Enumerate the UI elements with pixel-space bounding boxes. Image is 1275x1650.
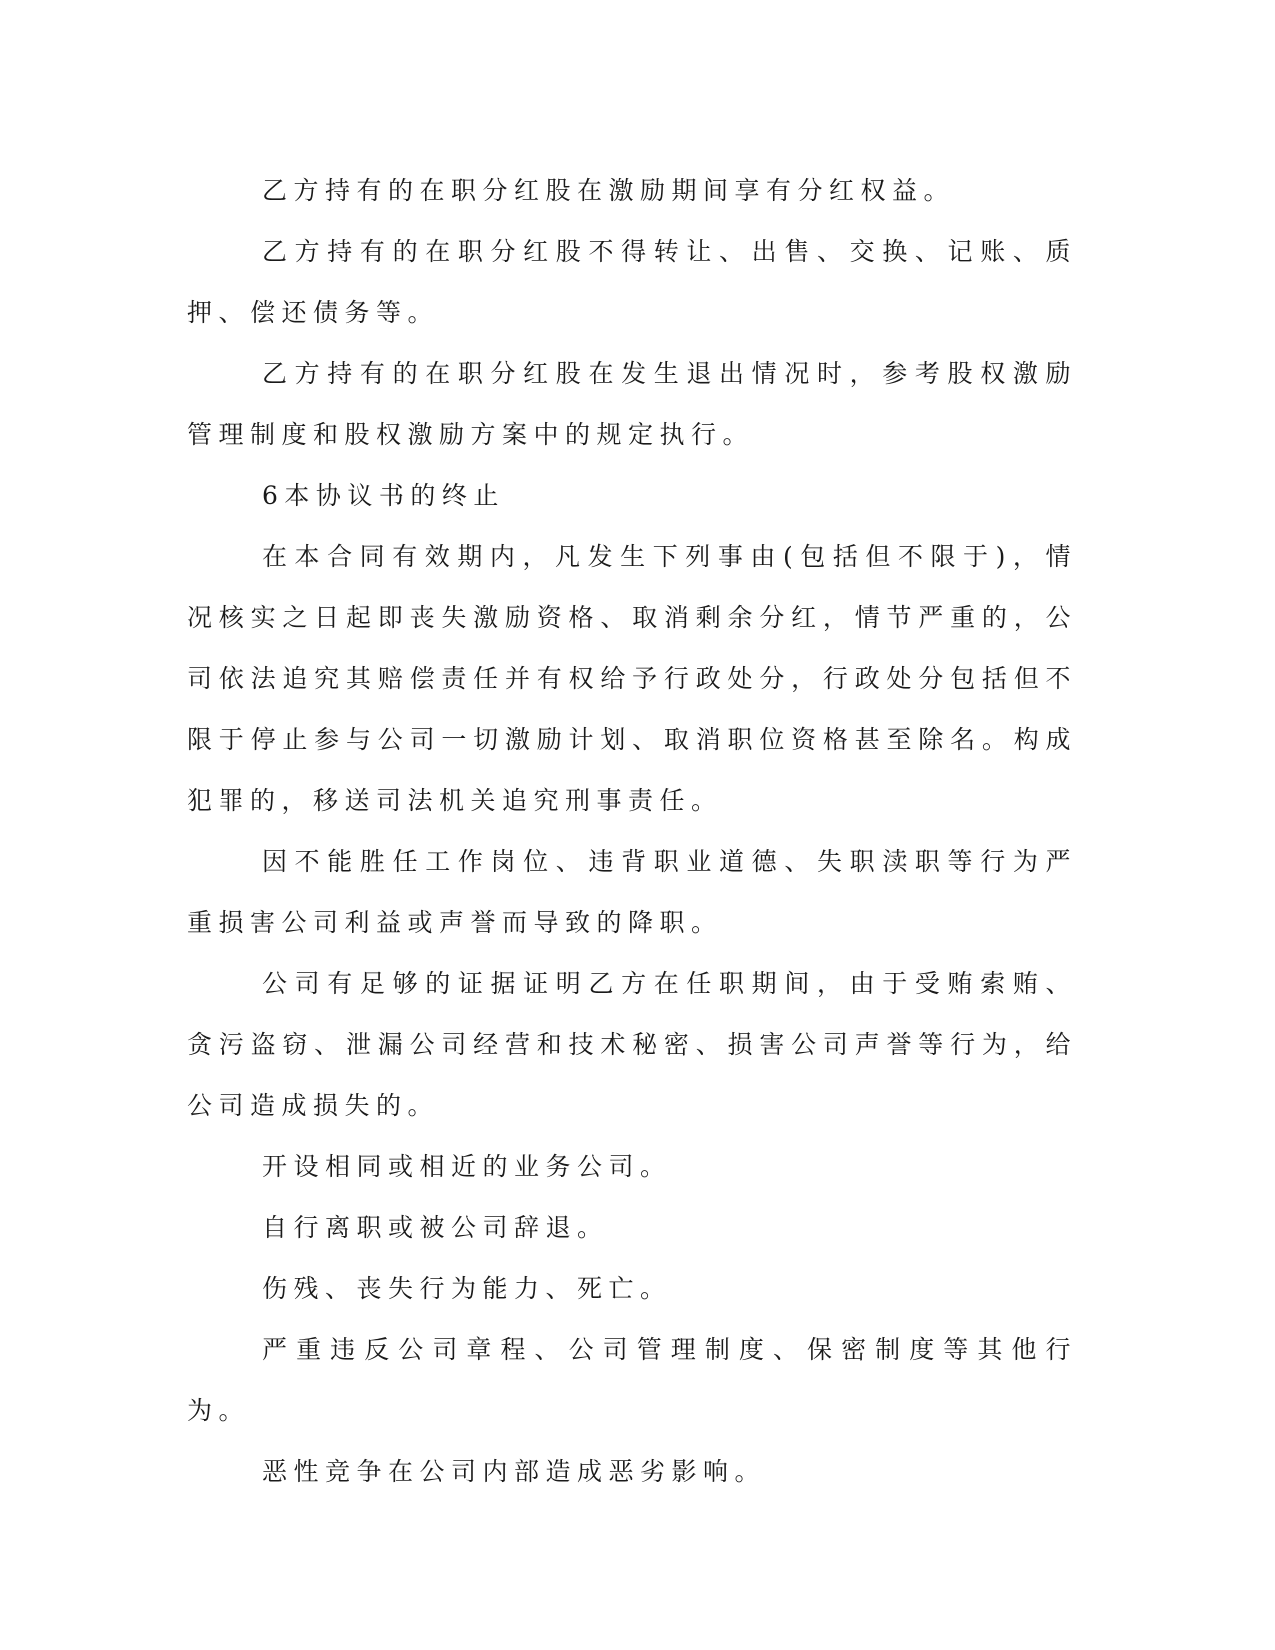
paragraph-resignation: 自行离职或被公司辞退。 [262, 1213, 609, 1242]
paragraph-dividend-rights: 乙方持有的在职分红股在激励期间享有分红权益。 [262, 176, 956, 205]
paragraph-transfer-restriction: 乙方持有的在职分红股不得转让、出售、交换、记账、质押、偿还债务等。 [187, 237, 1077, 327]
paragraph-violation: 严重违反公司章程、公司管理制度、保密制度等其他行为。 [187, 1335, 1077, 1425]
paragraph-demotion: 因不能胜任工作岗位、违背职业道德、失职渎职等行为严重损害公司利益或声誉而导致的降职。 [187, 847, 1077, 937]
paragraph-competing-business: 开设相同或相近的业务公司。 [262, 1152, 672, 1181]
paragraph-disability: 伤残、丧失行为能力、死亡。 [262, 1274, 672, 1303]
section-heading-termination: 6本协议书的终止 [262, 481, 505, 510]
paragraph-misconduct: 公司有足够的证据证明乙方在任职期间，由于受贿索贿、贪污盗窃、泄漏公司经营和技术秘密、损害公司声誉等行为，给公司造成损失的。 [187, 969, 1077, 1120]
paragraph-termination-conditions: 在本合同有效期内，凡发生下列事由(包括但不限于)，情况核实之日起即丧失激励资格、取消剩余分红，情节严重的，公司依法追究其赔偿责任并有权给予行政处分，行政处分包括但不限于停止参与公司一切激励计划、取消职位资格甚至除名。构成犯罪的，移送司法机关追究刑事责任。 [187, 542, 1077, 815]
document-body [187, 160, 1077, 1502]
paragraph-vicious-competition: 恶性竞争在公司内部造成恶劣影响。 [262, 1457, 767, 1486]
paragraph-exit-rules: 乙方持有的在职分红股在发生退出情况时，参考股权激励管理制度和股权激励方案中的规定执行。 [187, 359, 1077, 449]
